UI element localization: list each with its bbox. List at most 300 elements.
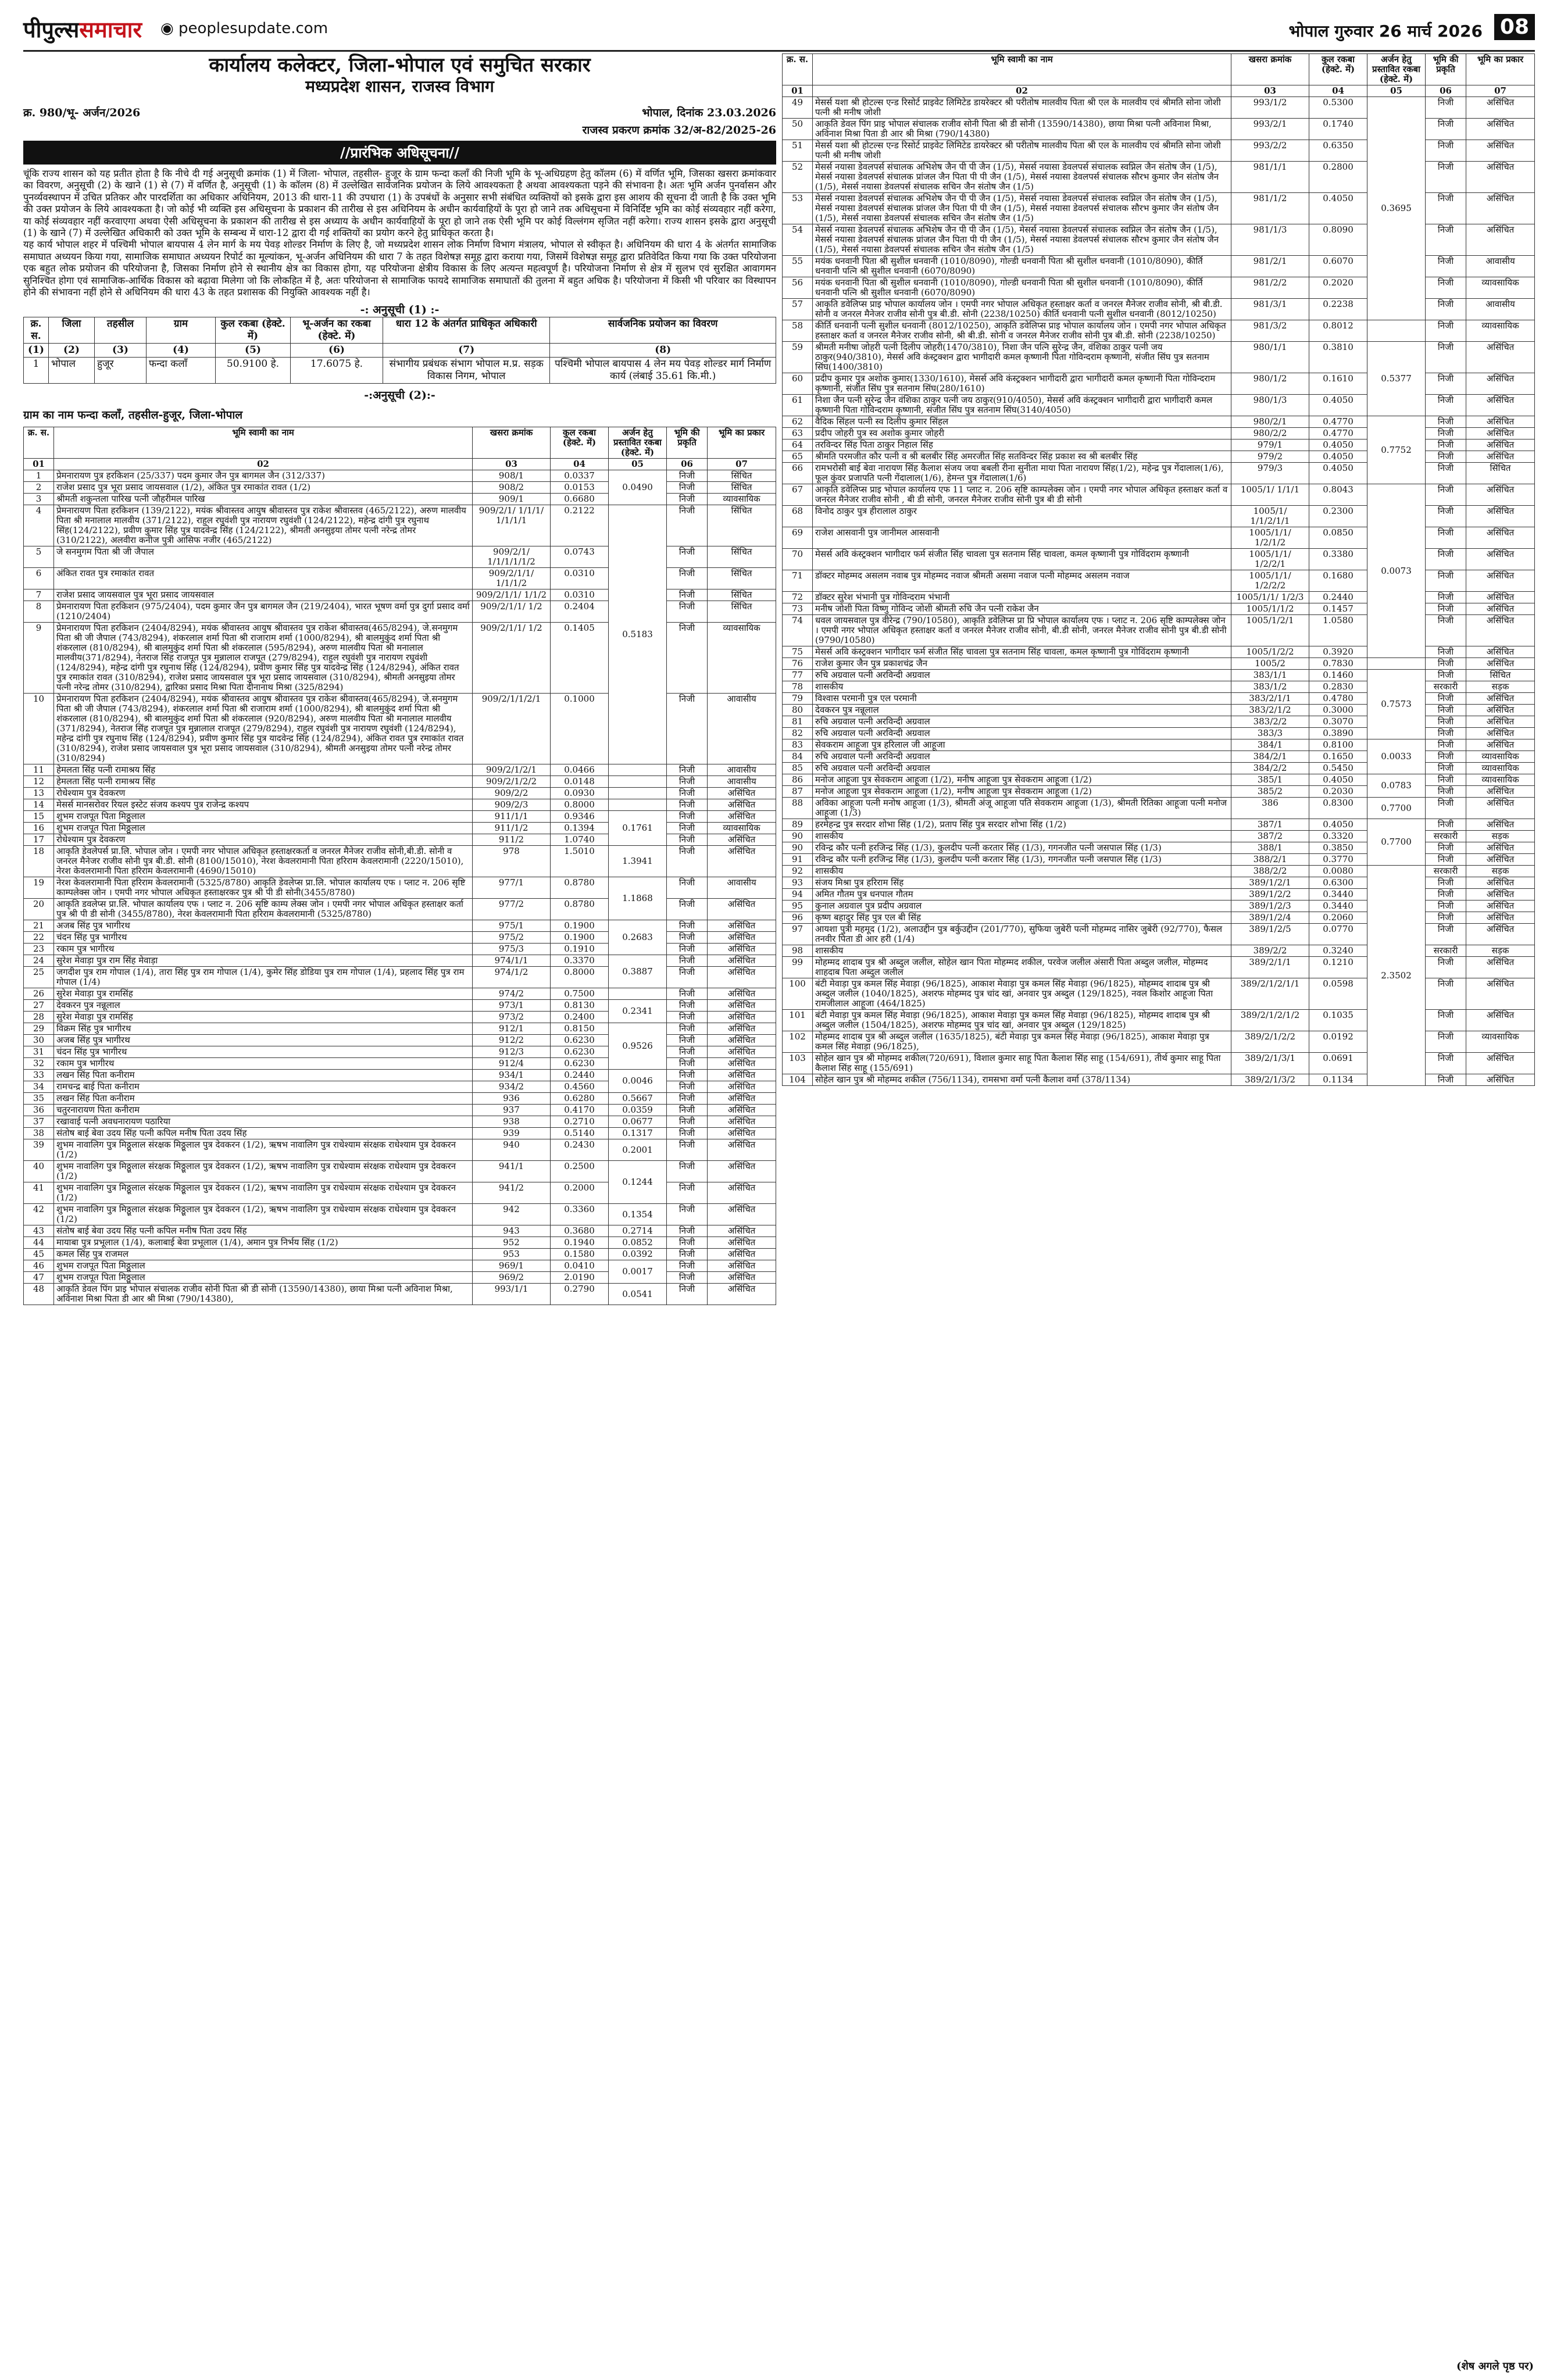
khasra-number: 977/1: [473, 877, 551, 899]
land-nature: निजी: [667, 1161, 708, 1182]
table-row: [24, 920, 776, 932]
table-row: [783, 342, 1535, 373]
row-number: 46: [24, 1260, 54, 1272]
total-area: 0.3070: [1309, 716, 1367, 728]
total-area: 0.0466: [551, 764, 609, 776]
row-number: 93: [783, 877, 813, 889]
land-nature: निजी: [667, 944, 708, 955]
land-nature: निजी: [667, 967, 708, 988]
s1-num: (1): [24, 344, 49, 358]
land-type: असिंचित: [1466, 819, 1535, 831]
table-row: [24, 1284, 776, 1305]
owner-name: सुरेश मेवाड़ा पुत्र राम सिंह मेवाड़ा: [54, 955, 473, 967]
total-area: 0.1457: [1309, 603, 1367, 615]
owner-name: मयंक धनवानी पिता श्री सुशील धनवानी (1010/8090), गोल्डी धनवानी पिता श्री सुशील धनवानी (1010/8090), कीर्ति धनवानी पत्नि श्री सुशील धनवानी (6070/8090): [813, 277, 1231, 299]
owner-name: प्रेमनारायण पिता हरकिशन (2404/8294), मयंक श्रीवास्तव आयुष श्रीवास्तव पुत्र राकेश श्रीवास्तव(465/8294), जे.सनमुगम पिता श्री जी जैपाल (743/8294), शंकरलाल शर्मा पिता श्री राजाराम शर्मा (1000/8294), श्री बालमुकुंद शर्मा पिता श्री शंकरलाल (810/8294), श्री बालमुकुंद शर्मा पिता श्री शंकरलाल (595/8294), अरुण मालवीय पिता श्री मनालाल मालवीय(371/8294), नेतराज सिंह राजपूत पुत्र मुन्नालाल राजपूत (279/8294), राहुल रघुवंशी पुत्र नारायण रघुवंशी (124/8294), महेन्द्र दांगी पुत्र रघुनाथ सिंह (124/8294), प्रवीण कुमार सिंह पुत्र यादवेन्द्र सिंह (124/8294), अंकित रावत पुत्र रमाकांत रावत (310/8294), राजेश प्रसाद जायसवाल पुत्र भूरा प्रसाद जायसवाल (310/8294), श्रीमती अनसुइया तोमर पत्नी नरेन्द्र तोमर (310/8294), द्वारिका प्रसाद मिश्रा पिता दीनानाथ मिश्रा (325/8294): [54, 623, 473, 694]
site-url: [160, 20, 328, 37]
row-number: 50: [783, 119, 813, 140]
khasra-number: 980/2/1: [1231, 416, 1309, 428]
total-area: 0.0410: [551, 1260, 609, 1272]
land-type: असिंचित: [1466, 193, 1535, 224]
table-row: [24, 811, 776, 823]
land-type: सिंचित: [708, 470, 776, 482]
land-type: असिंचित: [708, 932, 776, 944]
brand-part-a: पीपुल्स: [23, 17, 80, 42]
khasra-number: 979/1: [1231, 439, 1309, 451]
land-nature: निजी: [1426, 877, 1466, 889]
row-number: 20: [24, 899, 54, 920]
table-row: [783, 866, 1535, 877]
total-area: 0.1134: [1309, 1074, 1367, 1086]
total-area: 0.8150: [551, 1023, 609, 1035]
acquired-area: 0.7752: [1367, 416, 1426, 484]
khasra-number: 389/2/1/3/2: [1231, 1074, 1309, 1086]
owner-name: मेसर्स नयासा डेवलपर्स संचालक अभिशेष जैन पी पी जैन (1/5), मेसर्स नयासा डेवलपर्स संचालक स्वप्निल जैन संतोष जैन (1/5), मेसर्स नयासा डेवलपर्स संचालक प्रांजल जैन पिता पी पी जैन (1/5), मेसर्स नयासा डेवलपर्स संचालक सौरभ कुमार जैन संतोष जैन (1/5), मेसर्स नयासा डेवलपर्स संचालक सचिन जैन संतोष जैन (1/5): [813, 162, 1231, 193]
total-area: 0.4050: [1309, 774, 1367, 786]
land-type: असिंचित: [708, 955, 776, 967]
owner-name: कृष्ण बहादुर सिंह पुत्र एल बी सिंह: [813, 912, 1231, 924]
total-area: 0.2430: [551, 1139, 609, 1161]
total-area: 0.0598: [1309, 978, 1367, 1010]
land-nature: निजी: [667, 1249, 708, 1260]
row-number: 90: [783, 842, 813, 854]
row-number: 63: [783, 428, 813, 439]
owner-name: शासकीय: [813, 866, 1231, 877]
total-area: 0.3000: [1309, 705, 1367, 716]
acquired-area: 0.0073: [1367, 484, 1426, 658]
row-number: 55: [783, 256, 813, 277]
total-area: 0.3440: [1309, 900, 1367, 912]
khasra-number: 980/1/1: [1231, 342, 1309, 373]
owner-name: मोहम्मद शादाब पुत्र श्री अब्दुल जलील (1635/1825), बंटी मेवाड़ा पुत्र कमल सिंह मेवाड़ा (96/1825), आकाश मेवाड़ा पुत्र कमल सिंह मेवाड़ा (96/1825),: [813, 1031, 1231, 1053]
owner-name: श्रीमति परमजीत कौर पत्नी व श्री बलबीर सिंह अमरजीत सिंह सतविन्दर सिंह प्रकाश स्व श्री बलबीर सिंह: [813, 451, 1231, 463]
office-title: कार्यालय कलेक्टर, जिला-भोपाल एवं समुचित सरकार: [209, 53, 591, 77]
table-number-cell: 02: [54, 459, 473, 470]
khasra-number: 909/2/1/1/ 1/1/1/2: [473, 568, 551, 589]
owner-name: आकृति डवेलिप्स प्राइ भोपाल कार्यालय एफ 11 प्लाट न. 206 सृष्टि काम्पलेक्स जोन । एमपी नगर भोपाल अधिकृत हस्ताक्षर कर्ता व जनरल मैनेजर राजीव सोनी , बी डी सोनी, जनरल मैनेजर राजीव सोनी पुत्र बी डी सोनी: [813, 484, 1231, 506]
land-nature: निजी: [667, 846, 708, 877]
owner-name: मायाबा पुत्र प्रभूलाल (1/4), कलाबाई बेवा प्रभूलाल (1/4), अमान पुत्र निर्भय सिंह (1/2): [54, 1237, 473, 1249]
land-type: व्यावसायिक: [1466, 277, 1535, 299]
table-header-cell: क्र. स.: [783, 54, 813, 85]
land-type: असिंचित: [708, 899, 776, 920]
total-area: 0.4170: [551, 1105, 609, 1116]
land-nature: निजी: [667, 589, 708, 601]
khasra-number: 977/2: [473, 899, 551, 920]
land-type: असिंचित: [1466, 705, 1535, 716]
land-type: असिंचित: [1466, 889, 1535, 900]
khasra-number: 911/2: [473, 834, 551, 846]
table-header-cell: कुल रकबा (हेक्टे. में): [1309, 54, 1367, 85]
land-nature: निजी: [1426, 299, 1466, 320]
table-number-cell: 07: [1466, 85, 1535, 97]
land-type: असिंचित: [1466, 527, 1535, 549]
notice-heading: //प्रारंभिक अधिसूचना//: [23, 141, 776, 165]
owner-name: सुरेश मेवाड़ा पुत्र रामसिंह: [54, 1012, 473, 1023]
schedule-1-num-row: [24, 344, 776, 358]
land-nature: निजी: [667, 1046, 708, 1058]
table-row: [24, 470, 776, 482]
khasra-number: 909/2/1/1/ 1/1/2: [473, 589, 551, 601]
row-number: 96: [783, 912, 813, 924]
total-area: 0.3370: [551, 955, 609, 967]
row-number: 88: [783, 798, 813, 819]
land-type: असिंचित: [1466, 140, 1535, 162]
owner-name: शुभम नावालिग पुत्र मिठ्ठूलाल संरक्षक मिठ्ठूलाल पुत्र देवकरन (1/2), ऋषभ नावालिग पुत्र राधेश्याम संरक्षक राधेश्याम पुत्र देवकरन (1/2): [54, 1182, 473, 1204]
total-area: 0.3360: [551, 1204, 609, 1225]
total-area: 0.1405: [551, 623, 609, 694]
land-nature: निजी: [667, 1225, 708, 1237]
table-row: [783, 819, 1535, 831]
row-number: 5: [24, 546, 54, 568]
total-area: 0.0153: [551, 482, 609, 494]
land-nature: सरकारी: [1426, 945, 1466, 957]
owner-name: शुभम राजपूत पिता मिठ्ठूलाल: [54, 1260, 473, 1272]
land-type: असिंचित: [1466, 484, 1535, 506]
khasra-number: 934/1: [473, 1070, 551, 1081]
khasra-number: 953: [473, 1249, 551, 1260]
owner-name: हेमलता सिंह पत्नी रामाश्रय सिंह: [54, 776, 473, 788]
owner-name: रुचि अग्रवाल पत्नी अरविन्दी अग्रवाल: [813, 728, 1231, 739]
owner-name: हेमलता सिंह पत्नी रामाश्रय सिंह: [54, 764, 473, 776]
table-row: [783, 97, 1535, 119]
land-type: व्यावसायिक: [1466, 751, 1535, 763]
khasra-number: 1005/1/1/ 1/2/3: [1231, 592, 1309, 603]
row-number: 16: [24, 823, 54, 834]
total-area: 0.0080: [1309, 866, 1367, 877]
land-nature: निजी: [667, 899, 708, 920]
row-number: 83: [783, 739, 813, 751]
land-type: असिंचित: [1466, 658, 1535, 670]
khasra-number: 383/2/1/2: [1231, 705, 1309, 716]
khasra-number: 1005/1/1/ 1/2/2/2: [1231, 570, 1309, 592]
land-type: असिंचित: [1466, 506, 1535, 527]
s1-cell: 17.6075 हे.: [291, 358, 383, 384]
land-nature: निजी: [1426, 527, 1466, 549]
khasra-number: 388/2/2: [1231, 866, 1309, 877]
land-type: असिंचित: [1466, 395, 1535, 416]
khasra-number: 941/1: [473, 1161, 551, 1182]
schedule-2-heading: -:अनुसूची (2):-: [364, 389, 435, 402]
row-number: 26: [24, 988, 54, 1000]
row-number: 57: [783, 299, 813, 320]
total-area: 0.6230: [551, 1058, 609, 1070]
owner-name: शुभम राजपूत पिता मिठ्ठूलाल: [54, 823, 473, 834]
acquired-area: 0.0392: [609, 1249, 667, 1260]
khasra-number: 980/2/2: [1231, 428, 1309, 439]
table-header-cell: खसरा क्रमांक: [473, 427, 551, 459]
table-row: [783, 739, 1535, 751]
table-row: [783, 416, 1535, 428]
total-area: 0.3920: [1309, 646, 1367, 658]
row-number: 2: [24, 482, 54, 494]
globe-icon: ◉: [160, 20, 178, 37]
row-number: 23: [24, 944, 54, 955]
khasra-number: 975/2: [473, 932, 551, 944]
khasra-number: 912/2: [473, 1035, 551, 1046]
owner-name: मेसर्स यशा श्री होटल्स एन्ड रिसोर्ट प्राइवेट लिमिटेड डायरेक्टर श्री परीतोष मालवीय पिता श्री एल के मालवीय एवं श्रीमति सोना जोशी पत्नी श्री मनीष जोशी: [813, 97, 1231, 119]
table-number-cell: 07: [708, 459, 776, 470]
acquired-area: 0.5667: [609, 1093, 667, 1105]
acquired-area: 0.2341: [609, 1000, 667, 1023]
khasra-number: 979/2: [1231, 451, 1309, 463]
land-nature: निजी: [1426, 603, 1466, 615]
owner-name: मेसर्स अवि कंस्ट्रक्शन भागीदार फर्म संजीत सिंह चावला पुत्र सतनाम सिंह चावला, कमल कृष्णानी पुत्र गोविंदराम कृष्णानी: [813, 549, 1231, 570]
total-area: 0.6680: [551, 494, 609, 505]
case-number: राजस्व प्रकरण क्रमांक 32/अ-82/2025-26: [582, 124, 776, 137]
land-type: सिंचित: [708, 505, 776, 546]
land-nature: निजी: [667, 470, 708, 482]
khasra-number: 389/2/2: [1231, 945, 1309, 957]
khasra-number: 943: [473, 1225, 551, 1237]
row-number: 87: [783, 786, 813, 798]
owner-name: मेसर्स यशा श्री होटल्स एन्ड रिसोर्ट प्राइवेट लिमिटेड डायरेक्टर श्री परीतोष मालवीय पिता श्री एल के मालवीय एवं श्रीमति सोना जोशी पत्नी श्री मनीष जोशी: [813, 140, 1231, 162]
khasra-number: 993/2/1: [1231, 119, 1309, 140]
land-type: आवासीय: [708, 877, 776, 899]
land-type: असिंचित: [1466, 842, 1535, 854]
owner-name: संतोष बाई बेवा उदय सिंह पत्नी कपिल मनीष पिता उदय सिंह: [54, 1128, 473, 1139]
total-area: 0.4050: [1309, 395, 1367, 416]
khasra-number: 909/2/1/1/2/1: [473, 694, 551, 764]
s1-num: (6): [291, 344, 383, 358]
khasra-number: 911/1/1: [473, 811, 551, 823]
row-number: 60: [783, 373, 813, 395]
total-area: 0.2440: [1309, 592, 1367, 603]
land-type: असिंचित: [708, 1081, 776, 1093]
row-number: 47: [24, 1272, 54, 1284]
table-row: [24, 1070, 776, 1081]
table-number-cell: 01: [24, 459, 54, 470]
owner-name: शुभम नावालिग पुत्र मिठ्ठूलाल संरक्षक मिठ्ठूलाल पुत्र देवकरन (1/2), ऋषभ नावालिग पुत्र राधेश्याम संरक्षक राधेश्याम पुत्र देवकरन (1/2): [54, 1139, 473, 1161]
khasra-number: 909/2/2: [473, 788, 551, 799]
owner-name: जे सनमुगम पिता श्री जी जैपाल: [54, 546, 473, 568]
total-area: 0.2800: [1309, 162, 1367, 193]
land-nature: निजी: [667, 1182, 708, 1204]
khasra-number: 937: [473, 1105, 551, 1116]
khasra-number: 387/2: [1231, 831, 1309, 842]
owner-name: लखन सिंह पिता कनीराम: [54, 1070, 473, 1081]
row-number: 40: [24, 1161, 54, 1182]
table-row: [24, 1139, 776, 1161]
land-nature: निजी: [1426, 97, 1466, 119]
table-header-cell: भूमि स्वामी का नाम: [813, 54, 1231, 85]
row-number: 27: [24, 1000, 54, 1012]
acquired-area: 0.9526: [609, 1023, 667, 1070]
total-area: 0.8000: [551, 799, 609, 811]
land-type: सिंचित: [708, 589, 776, 601]
row-number: 82: [783, 728, 813, 739]
row-number: 6: [24, 568, 54, 589]
khasra-number: 911/1/2: [473, 823, 551, 834]
row-number: 100: [783, 978, 813, 1010]
total-area: 0.8090: [1309, 224, 1367, 256]
land-type: असिंचित: [708, 1023, 776, 1035]
total-area: 0.3890: [1309, 728, 1367, 739]
schedule-1-header-row: [24, 317, 776, 344]
land-type: असिंचित: [1466, 373, 1535, 395]
office-subtitle: मध्यप्रदेश शासन, राजस्व विभाग: [305, 77, 494, 96]
table-number-cell: 01: [783, 85, 813, 97]
s1-num: (5): [216, 344, 291, 358]
row-number: 43: [24, 1225, 54, 1237]
acquired-area: 2.3502: [1367, 866, 1426, 1086]
land-type: असिंचित: [1466, 570, 1535, 592]
land-nature: निजी: [1426, 728, 1466, 739]
total-area: 0.5300: [1309, 97, 1367, 119]
total-area: 0.2060: [1309, 912, 1367, 924]
row-number: 39: [24, 1139, 54, 1161]
table-header-cell: अर्जन हेतु प्रस्तावित रकबा (हेक्टे. में): [1367, 54, 1426, 85]
table-number-cell: 06: [667, 459, 708, 470]
owner-name: तरविन्दर सिंह पिता ठाकुर निहाल सिंह: [813, 439, 1231, 451]
owner-name: श्रीमती मनीषा जोहरी पत्नी दिलीप जोहरी(1470/3810), निशा जैन पत्नि सुरेन्द्र जैन, वंशिका ठाकुर पत्नी जय ठाकुर(940/3810), मेसर्स अवि कंस्ट्रक्शन द्वारा भागीदारी कमल कृष्णानी पिता गोविन्दराम कृष्णानी, संजीत सिंघ पुत्र सतनाम सिंघ(1400/3810): [813, 342, 1231, 373]
khasra-number: 993/1/1: [473, 1284, 551, 1305]
land-nature: निजी: [667, 568, 708, 589]
acquired-area: [609, 764, 667, 776]
notice-paragraph-2: यह कार्य भोपाल शहर में पश्चिमी भोपाल बायपास 4 लेन मार्ग के मय पेवड़ शोल्डर निर्माण के लिए है, जो मध्यप्रदेश शासन लोक निर्माण विभाग मंत्रालय, भोपाल से स्वीकृत है। अधिनियम की धारा 4 के अंतर्गत सामाजिक समाघात अध्ययन किया गया, सामाजिक समाघात अध्ययन रिपोर्ट का मूल्यांकन, भू-अर्जन अधिनियम की धारा 7 के तहत विशेषज्ञ समूह द्वारा कराया गया, जिसमें विशेषज्ञ समूह द्वारा प्रतिवेदित किया गया कि उक्त परियोजना एक बहुत लोक प्रयोजन की परियोजना है, जिसका निर्माण होने से स्थानीय क्षेत्र का विकास होगा, यह परियोजना क्षेत्रीय विकास के लिए अत्यन्त महत्वपूर्ण है। परियोजना निर्माण से क्षेत्र में सुलभ एवं सुरक्षित आवागमन सुनिश्चित होगा एवं सामाजिक-आर्थिक विकास को बढ़ावा मिलेगा जो कि लोकहित में है, अतः परियोजना से सामाजिक फायदे सामाजिक समाघातों की तुलना में बहुत अधिक है। परियोजना में किसी भी परिवार का विस्थापन होने की संभावना नहीं होने से अधिनियम की धारा 43 के तहत प्रशासक की नियुक्ति आवश्यक नहीं है।: [23, 239, 776, 298]
s1-cell: पश्चिमी भोपाल बायपास 4 लेन मय पेवड़ शोल्डर मार्ग निर्माण कार्य (लंबाई 35.61 कि.मी.): [550, 358, 776, 384]
khasra-number: 941/2: [473, 1182, 551, 1204]
owner-name: रामचन्द्र बाई पिता कनीराम: [54, 1081, 473, 1093]
khasra-number: 1005/1/2/2: [1231, 646, 1309, 658]
khasra-number: 981/3/2: [1231, 320, 1309, 342]
land-type: असिंचित: [1466, 224, 1535, 256]
land-nature: निजी: [1426, 416, 1466, 428]
total-area: 0.0192: [1309, 1031, 1367, 1053]
dateline: भोपाल गुरुवार 26 मार्च 2026: [1288, 22, 1483, 41]
land-type: असिंचित: [708, 1284, 776, 1305]
total-area: 1.0740: [551, 834, 609, 846]
acquired-area: 0.0677: [609, 1116, 667, 1128]
land-type: सड़क: [1466, 831, 1535, 842]
total-area: 0.8780: [551, 899, 609, 920]
land-type: असिंचित: [708, 1000, 776, 1012]
total-area: 0.4050: [1309, 819, 1367, 831]
land-type: असिंचित: [1466, 798, 1535, 819]
row-number: 89: [783, 819, 813, 831]
khasra-number: 1005/1/2/1: [1231, 615, 1309, 646]
table-number-cell: 03: [1231, 85, 1309, 97]
land-table-left: [23, 427, 776, 1305]
row-number: 29: [24, 1023, 54, 1035]
land-nature: निजी: [1426, 615, 1466, 646]
owner-name: आकृति डेवलेपर्स प्रा.लि. भोपाल जोन । एमपी नगर भोपाल अधिकृत हस्ताक्षरकर्ता व जनरल मैनेजर राजीव सोनी,बी.डी. सोनी व जनरल मैनेजर राजीव सोनी पुत्र बी.डी. सोनी (8100/15010), नेरश केवलरामानी पिता हरिराम केवलरामानी (2220/15010), नेरश केवलरामानी पिता हरिराम केवलरामानी (4690/15010): [54, 846, 473, 877]
khasra-number: 389/1/2/5: [1231, 924, 1309, 945]
s1-cell: फन्दा कलाँ: [147, 358, 216, 384]
land-type: व्यावसायिक: [1466, 774, 1535, 786]
row-number: 71: [783, 570, 813, 592]
land-nature: निजी: [667, 877, 708, 899]
owner-name: लखन सिंह पिता कनीराम: [54, 1093, 473, 1105]
continued-note: (शेष अगले पृष्ठ पर): [1456, 2360, 1534, 2372]
owner-name: मनोज आहूजा पुत्र सेवकराम आहूजा (1/2), मनीष आहूजा पुत्र सेवकराम आहूजा (1/2): [813, 774, 1231, 786]
total-area: 0.4770: [1309, 428, 1367, 439]
table-number-cell: 04: [1309, 85, 1367, 97]
land-type: आवासीय: [1466, 299, 1535, 320]
land-type: आवासीय: [708, 776, 776, 788]
owner-name: आकृति डवेलिप्स प्राइ भोपाल कार्यालय जोन । एमपी नगर भोपाल अधिकृत हस्ताक्षर कर्ता व जनरल मैनेजर राजीव सोनी, श्री बी.डी. सोनी व जनरल मैनेजर राजीव सोनी पुत्र बी.डी. सोनी (2238/10250) कीर्ति धनवानी पत्नी सुशील धनवानी (8012/10250): [813, 299, 1231, 320]
khasra-number: 975/3: [473, 944, 551, 955]
row-number: 12: [24, 776, 54, 788]
land-nature: निजी: [1426, 484, 1466, 506]
owner-name: राजेश आसवानी पुत्र जानीमल आसवानी: [813, 527, 1231, 549]
owner-name: डॉक्टर मोहम्मद असलम नवाब पुत्र मोहम्मद नवाज श्रीमती असमा नवाज पत्नी मोहम्मद असलम नवाज: [813, 570, 1231, 592]
row-number: 84: [783, 751, 813, 763]
khasra-number: 912/4: [473, 1058, 551, 1070]
owner-name: कीर्ति धनवानी पत्नी सुशील धनवानी (8012/10250), आकृति डवेलिप्स प्राइ भोपाल कार्यालय जोन । एमपी नगर भोपाल अधिकृत हस्ताक्षर कर्ता व जनरल मैनेजर राजीव सोनी, श्री बी.डी. सोनी व जनरल मैनेजर राजीव सोनी पुत्र बी.डी. सोनी (2238/10250): [813, 320, 1231, 342]
land-nature: निजी: [1426, 1010, 1466, 1031]
land-nature: निजी: [1426, 786, 1466, 798]
land-nature: निजी: [667, 955, 708, 967]
land-nature: निजी: [667, 1000, 708, 1012]
khasra-number: 993/2/2: [1231, 140, 1309, 162]
land-nature: निजी: [1426, 1074, 1466, 1086]
land-type: असिंचित: [1466, 646, 1535, 658]
owner-name: शुभम राजपूत पिता मिठ्ठूलाल: [54, 1272, 473, 1284]
masthead: [23, 12, 1535, 52]
land-type: असिंचित: [708, 1070, 776, 1081]
land-nature: निजी: [667, 988, 708, 1000]
row-number: 18: [24, 846, 54, 877]
total-area: 0.3850: [1309, 842, 1367, 854]
total-area: 0.4050: [1309, 463, 1367, 484]
total-area: 0.7500: [551, 988, 609, 1000]
acquired-area: 0.0852: [609, 1237, 667, 1249]
table-header-cell: क्र. स.: [24, 427, 54, 459]
table-row: [24, 1000, 776, 1012]
khasra-number: 952: [473, 1237, 551, 1249]
khasra-number: 981/2/2: [1231, 277, 1309, 299]
land-nature: निजी: [667, 623, 708, 694]
row-number: 33: [24, 1070, 54, 1081]
land-type: असिंचित: [708, 788, 776, 799]
row-number: 14: [24, 799, 54, 811]
owner-name: बंटी मेवाड़ा पुत्र कमल सिंह मेवाड़ा (96/1825), आकाश मेवाड़ा पुत्र कमल सिंह मेवाड़ा (96/1825), मोहम्मद शादाब पुत्र श्री अब्दुल जलील (1504/1825), अशरफ मोहम्मद पुत्र चांद खां, अनवार पुत्र अब्दुल (129/1825): [813, 1010, 1231, 1031]
land-nature: निजी: [667, 1035, 708, 1046]
table-row: [24, 764, 776, 776]
owner-name: जगदीश पुत्र राम गोपाल (1/4), तारा सिंह पुत्र राम गोपाल (1/4), कुमेर सिंह डोडिया पुत्र राम गोपाल (1/4), प्रहलाद सिंह पुत्र राम गोपाल (1/4): [54, 967, 473, 988]
land-type: असिंचित: [1466, 416, 1535, 428]
left-column: [23, 53, 776, 1305]
acquired-area: 0.3695: [1367, 97, 1426, 320]
row-number: 3: [24, 494, 54, 505]
land-nature: निजी: [1426, 193, 1466, 224]
land-nature: सरकारी: [1426, 866, 1466, 877]
row-number: 65: [783, 451, 813, 463]
row-number: 24: [24, 955, 54, 967]
khasra-number: 383/1/2: [1231, 681, 1309, 693]
land-type: व्यावसायिक: [708, 623, 776, 694]
land-nature: निजी: [667, 1272, 708, 1284]
khasra-number: 993/1/2: [1231, 97, 1309, 119]
land-type: असिंचित: [708, 1128, 776, 1139]
owner-name: निशा जैन पत्नी सुरेन्द्र जैन वंशिका ठाकुर पत्नी जय ठाकुर(910/4050), मेसर्स अवि कंस्ट्रक्शन भागीदारी द्वारा भागीदारी कमल कृष्णानी पिता गोविन्दराम कृष्णानी, संजीत सिंघ पुत्र सतनाम सिंघ(3140/4050): [813, 395, 1231, 416]
total-area: 0.0930: [551, 788, 609, 799]
table-number-cell: 06: [1426, 85, 1466, 97]
total-area: 0.2830: [1309, 681, 1367, 693]
owner-name: नेरश केवलरामानी पिता हरिराम केवलरामानी (5325/8780) आकृति डेवलेप्स प्रा.लि. भोपाल कार्यालय एफ । प्लाट न. 206 सृष्टि काम्पलेक्स जोन । एमपी नगर भोपाल अधिकृत हस्ताक्षरकर पुत्र श्री पी डी सोनी(3455/8780): [54, 877, 473, 899]
owner-name: अविका आहूजा पत्नी मनोष आहूजा (1/3), श्रीमती अंजू आहूजा पति सेवकराम आहूजा (1/3), श्रीमती रितिका आहूजा पत्नी मनोज आहूजा (1/3): [813, 798, 1231, 819]
owner-name: रुचि अग्रवाल पत्नी अरविन्दी अग्रवाल: [813, 763, 1231, 774]
land-type: असिंचित: [1466, 877, 1535, 889]
land-nature: निजी: [667, 1128, 708, 1139]
row-number: 54: [783, 224, 813, 256]
land-type: सड़क: [1466, 945, 1535, 957]
land-nature: निजी: [667, 834, 708, 846]
row-number: 19: [24, 877, 54, 899]
row-number: 80: [783, 705, 813, 716]
row-number: 49: [783, 97, 813, 119]
